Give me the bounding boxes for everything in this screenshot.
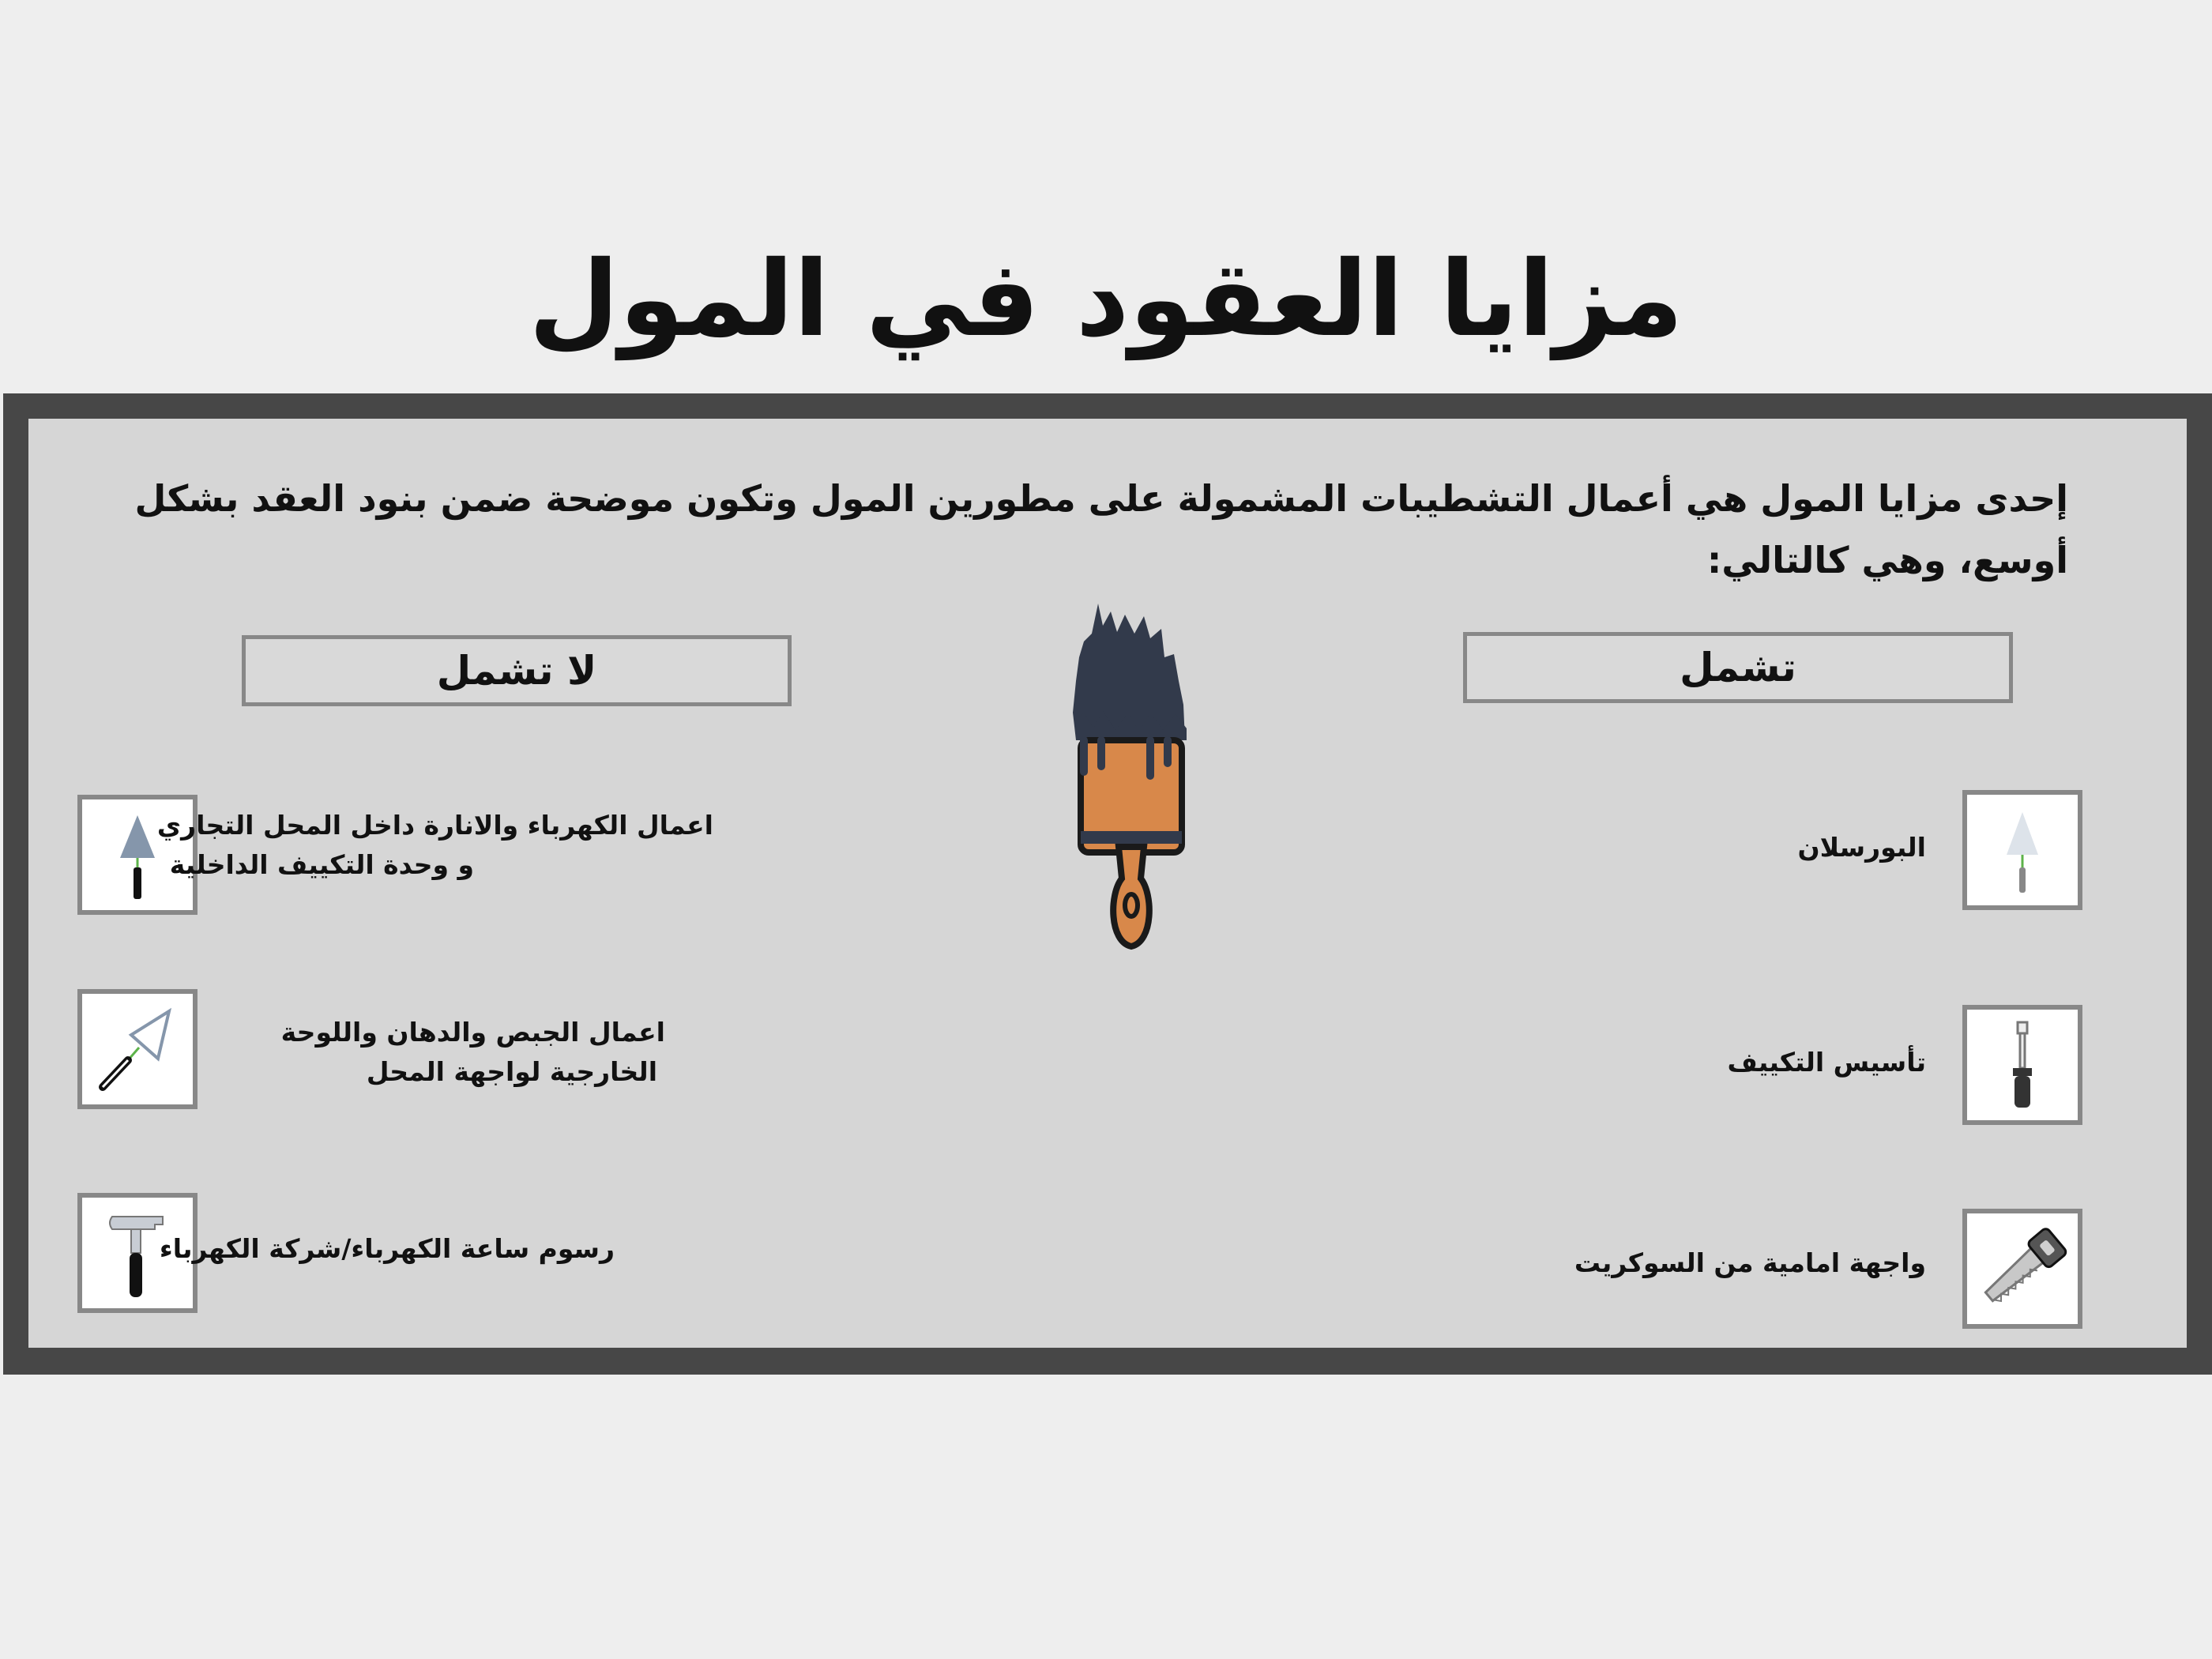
content-frame xyxy=(3,393,2212,1375)
porcelain-item-icon-box xyxy=(1962,790,2082,910)
intro-paragraph: إحدى مزايا المول هي أعمال التشطيبات المشمولة على مطورين المول وتكون موضحة ضمن بنود العقد بشكل أوسع، وهي كالتالي: xyxy=(134,477,2068,581)
excluded-item-label-line2: و وحدة التكييف الداخلية xyxy=(169,849,474,880)
excluded-item-label-line1: اعمال الكهرباء والانارة داخل المحل التجاري xyxy=(156,810,713,841)
plaster-trowel-icon xyxy=(90,1002,185,1097)
paint-brush-icon xyxy=(1052,594,1210,957)
content-panel xyxy=(28,419,2187,1348)
excluded-header xyxy=(242,635,792,706)
included-item-label: البورسلان xyxy=(1797,832,1926,863)
trowel-icon xyxy=(1975,803,2070,897)
included-item-label: تأسيس التكييف xyxy=(1727,1047,1926,1078)
excluded-item-label-line2: الخارجية لواجهة المحل xyxy=(366,1056,657,1087)
plaster-item-icon-box xyxy=(77,989,198,1109)
screwdriver-icon xyxy=(1975,1018,2070,1112)
excluded-item-label: رسوم ساعة الكهرباء/شركة الكهرباء xyxy=(159,1233,615,1264)
excluded-header-label: لا تشمل xyxy=(436,648,597,694)
included-header xyxy=(1463,632,2013,703)
included-header-label: تشمل xyxy=(1680,645,1796,690)
ac-item-icon-box xyxy=(1962,1005,2082,1125)
included-item-label: واجهة امامية من السوكريت xyxy=(1574,1247,1926,1278)
saw-icon xyxy=(1971,1217,2074,1320)
excluded-item-label-line1: اعمال الجبص والدهان واللوحة xyxy=(280,1017,665,1048)
page-title: مزايا العقود في المول xyxy=(529,239,1683,360)
facade-item-icon-box xyxy=(1962,1209,2082,1329)
